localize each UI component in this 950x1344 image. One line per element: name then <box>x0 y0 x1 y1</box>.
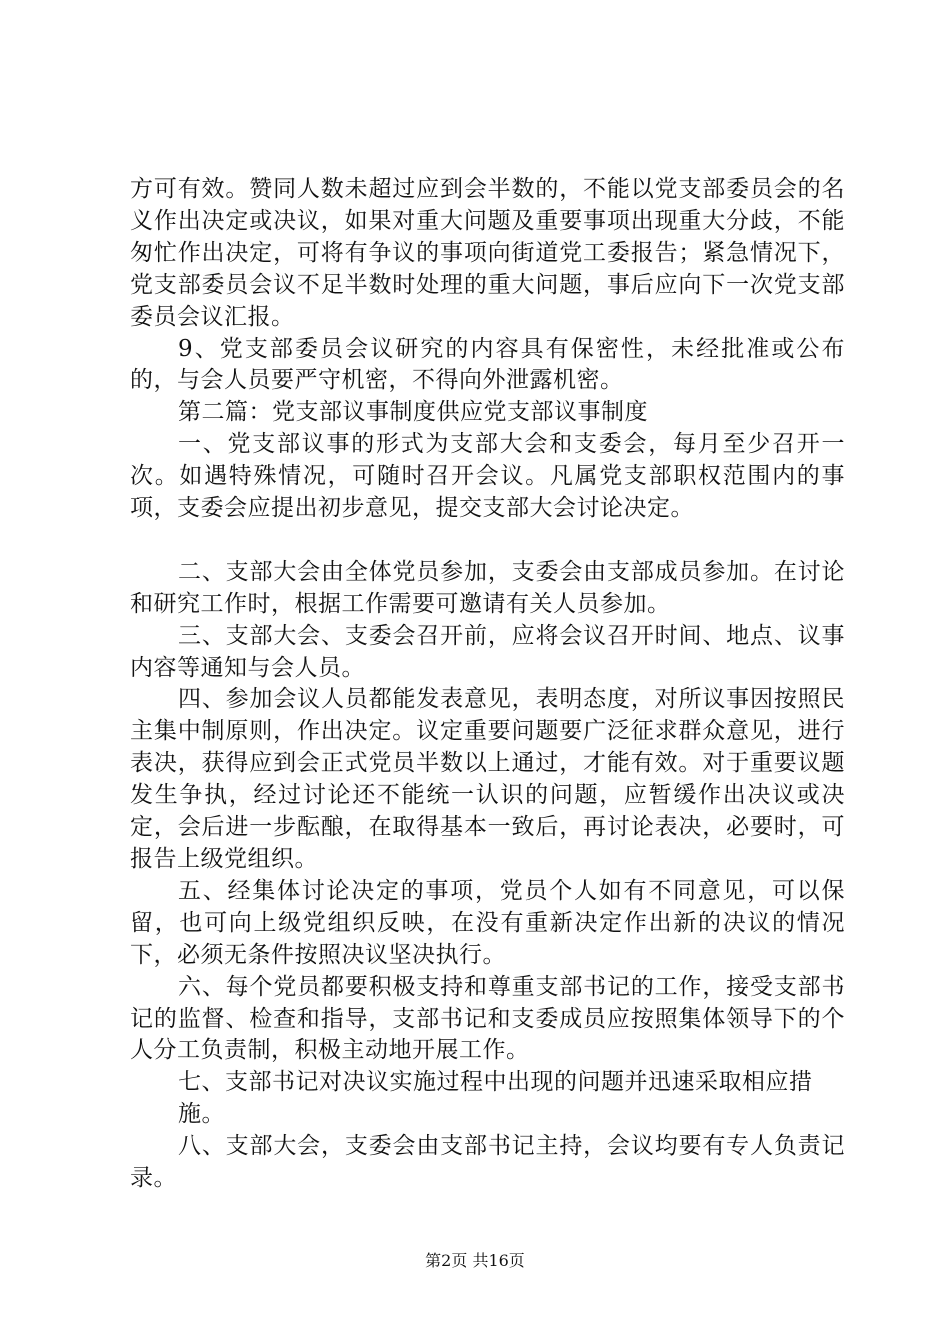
paragraph-item-8: 八、支部大会，支委会由支部书记主持，会议均要有专人负责记录。 <box>130 1133 845 1192</box>
paragraph-item-9: 9、党支部委员会议研究的内容具有保密性，未经批准或公布的，与会人员要严守机密，不得向外泄露机密。 <box>130 335 845 394</box>
paragraph-item-2: 二、支部大会由全体党员参加，支委会由支部成员参加。在讨论和研究工作时，根据工作需要可邀请有关人员参加。 <box>130 558 845 617</box>
page-number-footer: 第2页 共16页 <box>425 1251 525 1270</box>
paragraph-item-1: 一、党支部议事的形式为支部大会和支委会，每月至少召开一次。如遇特殊情况，可随时召开会议。凡属党支部职权范围内的事项，支委会应提出初步意见，提交支部大会讨论决定。 <box>130 431 845 522</box>
paragraph-continuation: 方可有效。赞同人数未超过应到会半数的，不能以党支部委员会的名义作出决定或决议，如果对重大问题及重要事项出现重大分歧，不能匆忙作出决定，可将有争议的事项向街道党工委报告；紧急情况下，党支部委员会议不足半数时处理的重大问题，事后应向下一次党支部委员会议汇报。 <box>130 176 845 330</box>
paragraph-item-5: 五、经集体讨论决定的事项，党员个人如有不同意见，可以保留，也可向上级党组织反映，在没有重新决定作出新的决议的情况下，必须无条件按照决议坚决执行。 <box>130 877 845 968</box>
document-body <box>130 174 845 1195</box>
paragraph-item-7-continuation: 施。 <box>178 1101 225 1128</box>
paragraph-item-4: 四、参加会议人员都能发表意见，表明态度，对所议事因按照民主集中制原则，作出决定。议定重要问题要广泛征求群众意见，进行表决，获得应到会正式党员半数以上通过，才能有效。对于重要议题发生争执，经过讨论还不能统一认识的问题，应暂缓作出决议或决定，会后进一步酝酿，在取得基本一致后，再讨论表决，必要时，可报告上级党组织。 <box>130 686 845 873</box>
paragraph-item-7: 七、支部书记对决议实施过程中出现的问题并迅速采取相应措 <box>178 1069 813 1096</box>
section-heading: 第二篇：党支部议事制度供应党支部议事制度 <box>178 399 648 426</box>
paragraph-item-6: 六、每个党员都要积极支持和尊重支部书记的工作，接受支部书记的监督、检查和指导，支部书记和支委成员应按照集体领导下的个人分工负责制，积极主动地开展工作。 <box>130 973 845 1064</box>
paragraph-item-3: 三、支部大会、支委会召开前，应将会议召开时间、地点、议事内容等通知与会人员。 <box>130 622 845 681</box>
